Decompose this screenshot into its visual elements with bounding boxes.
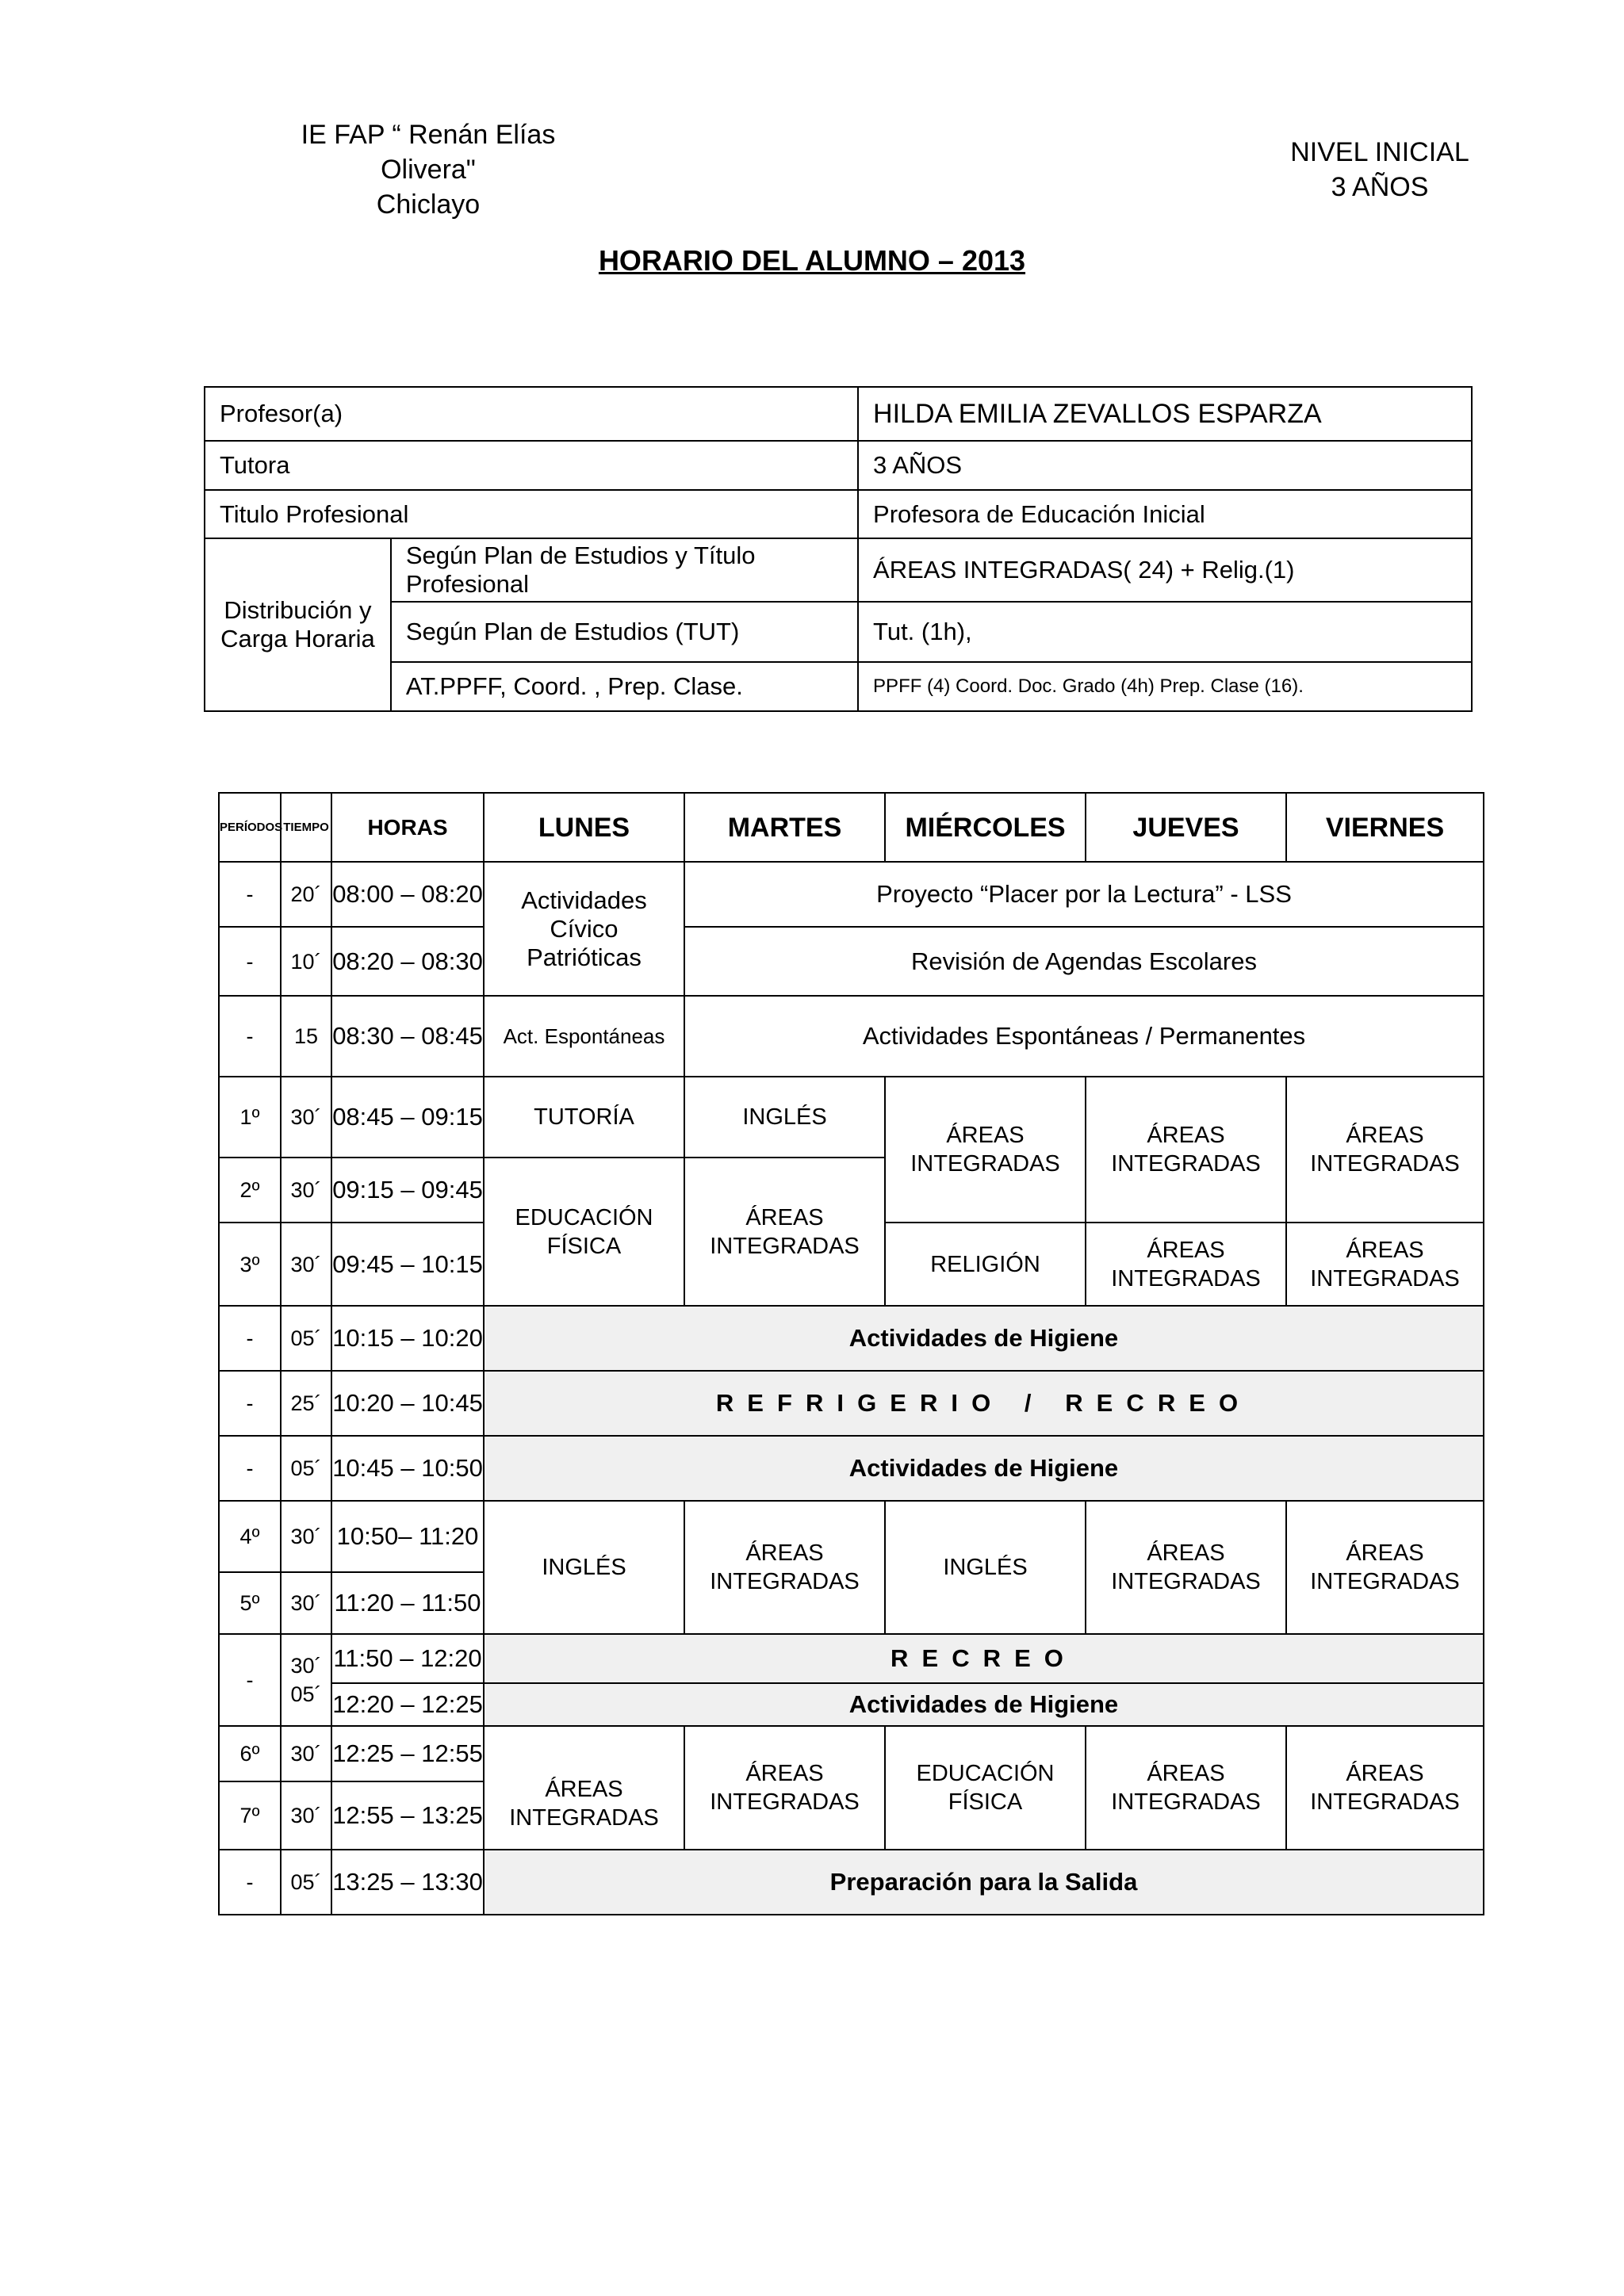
hora-cell: 11:20 – 11:50	[331, 1572, 484, 1634]
tiempo-cell: 30´	[281, 1726, 331, 1781]
level-age: 3 AÑOS	[1331, 172, 1429, 202]
tiempo-line1: 30´	[290, 1654, 322, 1678]
table-row	[219, 1634, 1484, 1683]
hora-cell: 10:50– 11:20	[331, 1501, 484, 1572]
areas-cell	[1086, 1726, 1286, 1850]
edfis-line2: FÍSICA	[948, 1789, 1023, 1815]
tiempo-cell: 05´	[281, 1306, 331, 1371]
hora-cell: 08:00 – 08:20	[331, 862, 484, 927]
salida-cell: Preparación para la Salida	[484, 1850, 1484, 1915]
areas-cell	[1286, 1077, 1484, 1223]
info-row-plan	[205, 538, 1472, 602]
areas-line2: INTEGRADAS	[1310, 1789, 1460, 1815]
hora-cell: 10:45 – 10:50	[331, 1436, 484, 1501]
hora-cell: 12:20 – 12:25	[331, 1683, 484, 1726]
areas-line1: ÁREAS	[1346, 1237, 1424, 1263]
teacher-info-table	[204, 386, 1473, 712]
header-viernes: VIERNES	[1286, 793, 1484, 862]
header-martes: MARTES	[684, 793, 885, 862]
areas-line1: ÁREAS	[946, 1123, 1025, 1148]
hora-cell: 13:25 – 13:30	[331, 1850, 484, 1915]
plan-label: Según Plan de Estudios y Título Profesional	[391, 538, 858, 602]
header-periodos: PERÍODOS	[219, 793, 281, 862]
school-city: Chiclayo	[376, 189, 481, 220]
hora-cell: 10:20 – 10:45	[331, 1371, 484, 1436]
act-espontaneas-cell: Act. Espontáneas	[484, 996, 684, 1077]
info-row-tutora	[205, 441, 1472, 490]
info-row-tut	[205, 602, 1472, 662]
act-espontaneas-permanentes-cell: Actividades Espontáneas / Permanentes	[684, 996, 1484, 1077]
tiempo-cell: 30´	[281, 1158, 331, 1223]
table-row	[219, 996, 1484, 1077]
periodo-cell: -	[219, 1850, 281, 1915]
table-row	[219, 1306, 1484, 1371]
tiempo-cell: 30´	[281, 1501, 331, 1572]
areas-line1: ÁREAS	[745, 1540, 824, 1566]
tiempo-cell: 05´	[281, 1850, 331, 1915]
hora-cell: 09:15 – 09:45	[331, 1158, 484, 1223]
areas-line2: INTEGRADAS	[1111, 1569, 1261, 1594]
periodo-cell: 2º	[219, 1158, 281, 1223]
table-row	[219, 1077, 1484, 1158]
areas-line2: INTEGRADAS	[1111, 1789, 1261, 1815]
periodo-cell: -	[219, 996, 281, 1077]
areas-line1: ÁREAS	[1147, 1123, 1225, 1148]
hora-cell: 08:20 – 08:30	[331, 927, 484, 996]
info-row-profesor	[205, 387, 1472, 441]
areas-line2: INTEGRADAS	[910, 1151, 1060, 1177]
header-horas: HORAS	[331, 793, 484, 862]
tiempo-cell: 10´	[281, 927, 331, 996]
tiempo-cell: 30´	[281, 1572, 331, 1634]
edfis-line2: FÍSICA	[546, 1233, 622, 1259]
periodo-cell: 4º	[219, 1501, 281, 1572]
tiempo-cell: 30´	[281, 1781, 331, 1850]
page-title: HORARIO DEL ALUMNO – 2013	[598, 244, 1026, 277]
areas-line2: INTEGRADAS	[509, 1805, 659, 1831]
header-jueves: JUEVES	[1086, 793, 1286, 862]
areas-line2: INTEGRADAS	[1310, 1569, 1460, 1594]
schedule-table	[218, 792, 1484, 1915]
tutora-label: Tutora	[205, 441, 858, 490]
periodo-cell: -	[219, 1306, 281, 1371]
periodo-cell: -	[219, 1436, 281, 1501]
tiempo-cell: 05´	[281, 1436, 331, 1501]
areas-line1: ÁREAS	[1147, 1237, 1225, 1263]
info-row-titulo	[205, 490, 1472, 538]
periodo-cell: -	[219, 1634, 281, 1726]
table-row	[219, 1436, 1484, 1501]
areas-line1: ÁREAS	[1147, 1540, 1225, 1566]
areas-line1: ÁREAS	[545, 1777, 623, 1802]
revision-cell: Revisión de Agendas Escolares	[684, 927, 1484, 996]
areas-cell	[1086, 1077, 1286, 1223]
hora-cell: 10:15 – 10:20	[331, 1306, 484, 1371]
plan-value: ÁREAS INTEGRADAS( 24) + Relig.(1)	[858, 538, 1472, 602]
areas-line1: ÁREAS	[1346, 1123, 1424, 1148]
areas-cell	[1086, 1501, 1286, 1634]
periodo-cell: 5º	[219, 1572, 281, 1634]
hora-cell: 12:25 – 12:55	[331, 1726, 484, 1781]
refrigerio-cell: REFRIGERIO / RECREO	[484, 1371, 1484, 1436]
header-tiempo: TIEMPO	[281, 793, 331, 862]
periodo-cell: -	[219, 927, 281, 996]
header-lunes: LUNES	[484, 793, 684, 862]
info-row-ppff	[205, 662, 1472, 711]
tiempo-cell: 20´	[281, 862, 331, 927]
distribucion-line2: Carga Horaria	[220, 625, 375, 652]
ppff-value: PPFF (4) Coord. Doc. Grado (4h) Prep. Clase (16).	[858, 662, 1472, 711]
areas-cell	[484, 1726, 684, 1850]
civico-line1: Actividades	[521, 886, 647, 914]
educacion-fisica-cell	[885, 1726, 1086, 1850]
ingles-cell: INGLÉS	[684, 1077, 885, 1158]
distribucion-line1: Distribución y	[224, 596, 372, 624]
ingles-cell: INGLÉS	[484, 1501, 684, 1634]
tut-value: Tut. (1h),	[858, 602, 1472, 662]
civico-cell	[484, 862, 684, 996]
table-row	[219, 1850, 1484, 1915]
civico-line3: Patrióticas	[527, 943, 642, 971]
level-name: NIVEL INICIAL	[1290, 137, 1469, 167]
areas-line1: ÁREAS	[1147, 1761, 1225, 1786]
areas-line2: INTEGRADAS	[1111, 1151, 1261, 1177]
hora-cell: 08:30 – 08:45	[331, 996, 484, 1077]
areas-cell	[1286, 1726, 1484, 1850]
areas-line1: ÁREAS	[745, 1204, 824, 1230]
periodo-cell: 7º	[219, 1781, 281, 1850]
school-header	[262, 117, 595, 222]
profesor-value: HILDA EMILIA ZEVALLOS ESPARZA	[858, 387, 1472, 441]
tutora-value: 3 AÑOS	[858, 441, 1472, 490]
table-row	[219, 1371, 1484, 1436]
tiempo-cell: 25´	[281, 1371, 331, 1436]
header-miercoles: MIÉRCOLES	[885, 793, 1086, 862]
areas-line1: ÁREAS	[1346, 1761, 1424, 1786]
areas-cell	[885, 1077, 1086, 1223]
civico-line2: Cívico	[550, 914, 619, 943]
areas-line2: INTEGRADAS	[710, 1569, 860, 1594]
table-row	[219, 1726, 1484, 1781]
higiene-cell: Actividades de Higiene	[484, 1306, 1484, 1371]
religion-cell: RELIGIÓN	[885, 1223, 1086, 1306]
distribucion-label	[205, 538, 391, 711]
periodo-cell: 6º	[219, 1726, 281, 1781]
periodo-cell: 1º	[219, 1077, 281, 1158]
profesor-label: Profesor(a)	[205, 387, 858, 441]
areas-cell	[1086, 1223, 1286, 1306]
hora-cell: 12:55 – 13:25	[331, 1781, 484, 1850]
school-name: IE FAP “ Renán Elías Olivera"	[301, 120, 556, 185]
level-header	[1261, 135, 1499, 205]
areas-line2: INTEGRADAS	[1310, 1151, 1460, 1177]
ingles-cell: INGLÉS	[885, 1501, 1086, 1634]
educacion-fisica-cell	[484, 1158, 684, 1306]
tiempo-cell: 30´	[281, 1223, 331, 1306]
periodo-cell: -	[219, 1371, 281, 1436]
areas-cell	[1286, 1501, 1484, 1634]
hora-cell: 08:45 – 09:15	[331, 1077, 484, 1158]
tiempo-cell: 15	[281, 996, 331, 1077]
areas-cell	[684, 1726, 885, 1850]
table-row	[219, 862, 1484, 927]
periodo-cell: 3º	[219, 1223, 281, 1306]
tiempo-cell: 30´	[281, 1077, 331, 1158]
tiempo-line2: 05´	[290, 1682, 322, 1706]
edfis-line1: EDUCACIÓN	[916, 1761, 1055, 1786]
areas-line2: INTEGRADAS	[1111, 1265, 1261, 1292]
higiene-cell: Actividades de Higiene	[484, 1683, 1484, 1726]
areas-cell	[684, 1158, 885, 1306]
titulo-value: Profesora de Educación Inicial	[858, 490, 1472, 538]
edfis-line1: EDUCACIÓN	[515, 1204, 653, 1230]
tutoria-cell: TUTORÍA	[484, 1077, 684, 1158]
hora-cell: 11:50 – 12:20	[331, 1634, 484, 1683]
table-row	[219, 927, 1484, 996]
recreo-cell: RECREO	[484, 1634, 1484, 1683]
proyecto-cell: Proyecto “Placer por la Lectura” - LSS	[684, 862, 1484, 927]
tut-label: Según Plan de Estudios (TUT)	[391, 602, 858, 662]
areas-line2: INTEGRADAS	[1310, 1265, 1460, 1292]
titulo-label: Titulo Profesional	[205, 490, 858, 538]
table-row	[219, 1683, 1484, 1726]
hora-cell: 09:45 – 10:15	[331, 1223, 484, 1306]
areas-line2: INTEGRADAS	[710, 1789, 860, 1815]
tiempo-cell	[281, 1634, 331, 1726]
table-row	[219, 1501, 1484, 1572]
ppff-label: AT.PPFF, Coord. , Prep. Clase.	[391, 662, 858, 711]
higiene-cell: Actividades de Higiene	[484, 1436, 1484, 1501]
areas-cell	[684, 1501, 885, 1634]
areas-line2: INTEGRADAS	[710, 1233, 860, 1259]
schedule-header-row	[219, 793, 1484, 862]
areas-cell	[1286, 1223, 1484, 1306]
periodo-cell: -	[219, 862, 281, 927]
areas-line1: ÁREAS	[1346, 1540, 1424, 1566]
areas-line1: ÁREAS	[745, 1761, 824, 1786]
